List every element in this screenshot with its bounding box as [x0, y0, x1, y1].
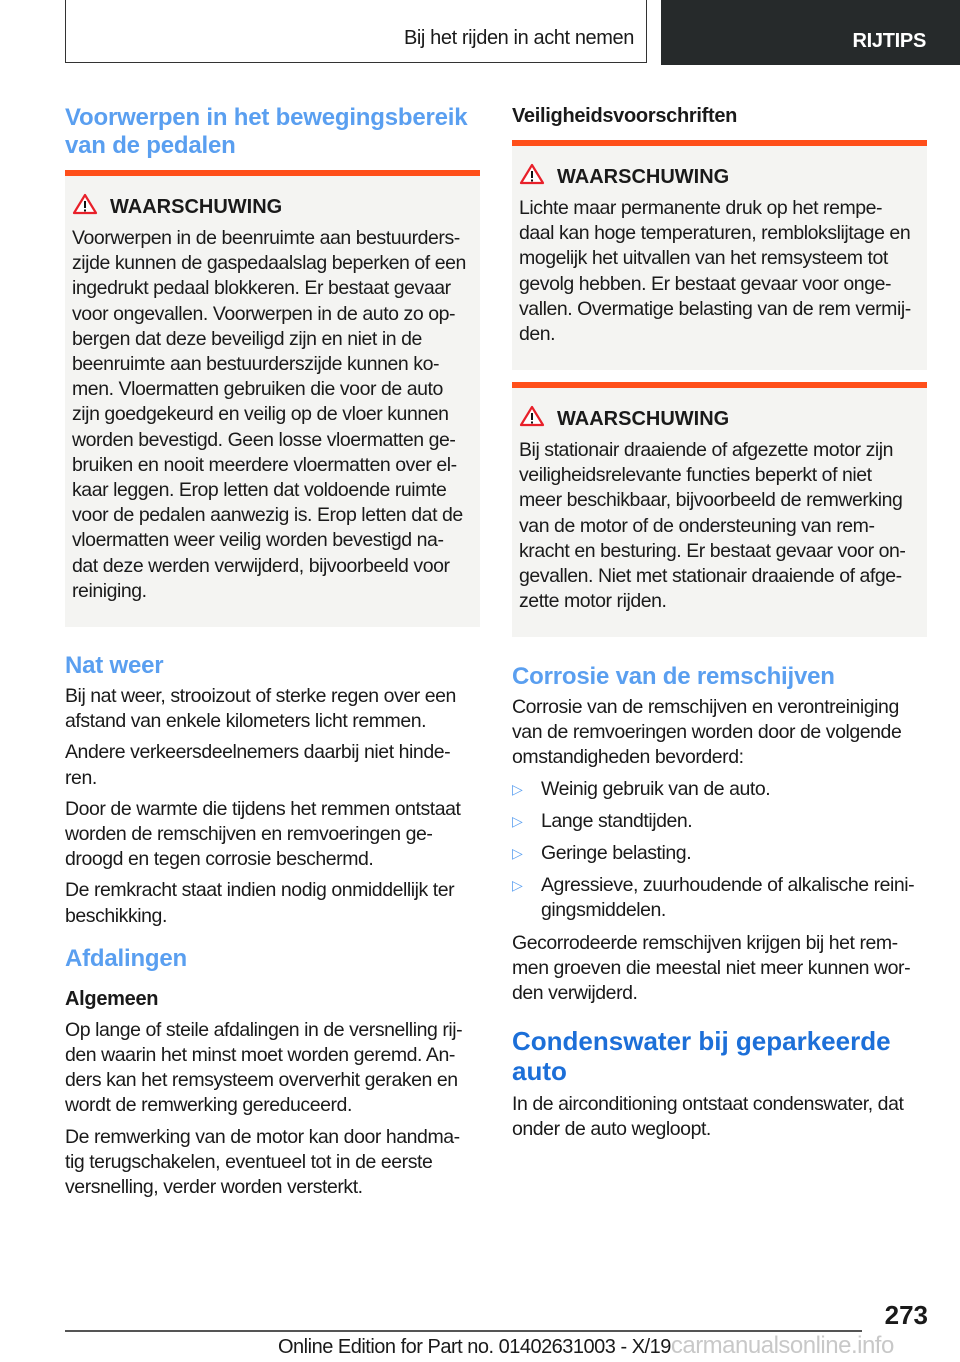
text-line: van de remvoeringen worden door de volgende	[512, 721, 902, 744]
text-line: Weinig gebruik van de auto.	[541, 777, 771, 800]
text-line: Agressieve, zuurhoudende of alkalische reini-	[541, 874, 915, 897]
text-line: ren.	[65, 766, 97, 789]
text-line: Gecorrodeerde remschijven krijgen bij het rem-	[512, 931, 898, 954]
text-line: gevallen. Niet met stationair draaiende of afge-	[519, 565, 902, 588]
text-line: bruiken en nooit meerdere vloermatten over el-	[72, 453, 457, 476]
text-line: Lange standtijden.	[541, 809, 693, 832]
paragraph	[65, 797, 485, 873]
text-line: De remwerking van de motor kan door handma-	[65, 1125, 460, 1148]
text-line: Bij nat weer, strooizout of sterke regen over een	[65, 685, 456, 707]
paragraph	[65, 740, 485, 790]
warning-triangle-icon	[519, 163, 545, 191]
text-line: dat deze werden verwijderd, bijvoorbeeld voor	[72, 554, 450, 577]
text-line: kaar leggen. Erop letten dat voldoende ruimte	[72, 479, 447, 502]
heading-pedals	[65, 104, 485, 160]
text-line: mogelijk het uitvallen van het remsysteem tot	[519, 247, 888, 270]
paragraph	[65, 1018, 485, 1119]
text-line: zijde kunnen de gaspedaalslag beperken of een	[72, 252, 466, 275]
warning-box	[65, 170, 480, 627]
text-line: meer beschikbaar, bijvoorbeeld de remwerking	[519, 489, 903, 512]
text-line: Corrosie van de remschijven en verontreiniging	[512, 696, 899, 718]
text-line: In de airconditioning ontstaat condenswater, dat	[512, 1093, 904, 1116]
text-line: zette motor rijden.	[519, 590, 667, 613]
text-line: reiniging.	[72, 579, 147, 602]
section-title: Bij het rijden in acht nemen	[403, 27, 634, 49]
text-line: vallen. Overmatige belasting van de rem vermij-	[519, 297, 911, 320]
left-column	[65, 104, 485, 160]
text-line: Voorwerpen in de beenruimte aan bestuurders-	[72, 227, 460, 249]
text-line: Op lange of steile afdalingen in de versnelling rij-	[65, 1018, 463, 1041]
bullet-item	[512, 777, 932, 802]
text-line: voor ongevallen. Voorwerpen in de auto zo op-	[72, 302, 456, 325]
text-line: vloermatten weer veilig worden bevestigd na-	[72, 529, 444, 552]
text-line: Door de warmte die tijdens het remmen ontstaat	[65, 797, 461, 820]
warning-title: WAARSCHUWING	[110, 195, 283, 218]
safety-subheading	[512, 104, 737, 129]
text-line: men. Vloermatten gebruiken die voor de auto	[72, 378, 443, 401]
bullet-triangle-icon: ▷	[512, 877, 523, 894]
heading-wet-weather: Nat weer	[65, 652, 164, 679]
corrosion-section	[512, 663, 932, 1143]
text-line: van de motor of de ondersteuning van rem-	[519, 514, 875, 537]
heading-corrosion: Corrosie van de remschijven	[512, 663, 835, 690]
bullet-triangle-icon: ▷	[512, 812, 523, 829]
text-line: veiligheidsrelevante functies beperkt of niet	[519, 464, 872, 487]
watermark: carmanualsonline.info	[670, 1332, 894, 1359]
bullet-triangle-icon: ▷	[512, 845, 523, 862]
subheading-general: Algemeen	[65, 987, 159, 1010]
text-line: den waarin het minst moet worden geremd. An-	[65, 1044, 455, 1067]
paragraph	[65, 878, 485, 928]
warning-title: WAARSCHUWING	[557, 407, 730, 430]
warning-box	[512, 140, 927, 370]
text-line: worden de remschijven en remvoeringen ge-	[65, 823, 433, 846]
text-line: bergen dat deze beveiligd zijn en niet in de	[72, 327, 422, 350]
bullet-item	[512, 809, 932, 834]
heading-line: Condenswater bij geparkeerde	[512, 1026, 891, 1057]
warning-title: WAARSCHUWING	[557, 165, 730, 188]
heading-line: van de pedalen	[65, 132, 236, 159]
text-line: beenruimte aan bestuurderszijde kunnen ko-	[72, 353, 440, 376]
text-line: gingsmiddelen.	[541, 899, 666, 922]
warning-text	[519, 196, 920, 347]
text-line: ingedrukt pedaal blokkeren. Er bestaat gevaar	[72, 277, 451, 300]
bullet-triangle-icon: ▷	[512, 780, 523, 797]
text-line: men groeven die meestal niet meer kunnen wor-	[512, 956, 911, 979]
text-line: den.	[519, 323, 556, 346]
chapter-title: RIJTIPS	[852, 30, 926, 52]
text-line: gevolg hebben. Er bestaat gevaar voor onge-	[519, 272, 892, 295]
chapter-tab	[661, 0, 960, 65]
text-line: voor de pedalen aanwezig is. Erop letten dat de	[72, 504, 463, 527]
warning-box	[512, 382, 927, 637]
heading-condensation	[512, 1026, 932, 1086]
text-line: omstandigheden bevorderd:	[512, 746, 744, 769]
text-line: daal kan hoge temperaturen, remblokslijtage en	[519, 222, 911, 245]
text-line: Andere verkeersdeelnemers daarbij niet hinde-	[65, 741, 451, 764]
warning-text	[519, 438, 920, 614]
text-line: zijn goedgekeurd en veilig op de vloer kunnen	[72, 403, 449, 426]
warning-text	[72, 226, 473, 604]
text-line: ders kan het remsysteem oververhit geraken en	[65, 1069, 458, 1092]
text-line: droogd en tegen corrosie beschermd.	[65, 848, 374, 871]
wet-weather-section	[65, 652, 485, 1206]
text-line: De remkracht staat indien nodig onmiddellijk ter	[65, 879, 455, 902]
text-line: wordt de remwerking gereduceerd.	[65, 1094, 352, 1117]
text-line: onder de auto wegloopt.	[512, 1118, 711, 1141]
edition-text: Online Edition for Part no. 01402631003 - X/19	[278, 1336, 671, 1358]
page-number: 273	[884, 1300, 928, 1330]
warning-triangle-icon	[72, 193, 98, 221]
text-line: kracht en besturing. Er bestaat gevaar voor on-	[519, 539, 906, 562]
text-line: afstand van enkele kilometers licht remmen.	[65, 710, 427, 733]
text-line: Lichte maar permanente druk op het rempe-	[519, 197, 883, 219]
paragraph	[65, 1125, 485, 1201]
footer	[278, 1332, 894, 1360]
text-line: den verwijderd.	[512, 982, 638, 1005]
heading-line: auto	[512, 1056, 567, 1087]
heading-descents: Afdalingen	[65, 944, 187, 972]
text-line: beschikking.	[65, 904, 167, 927]
text-line: versnelling, verder worden versterkt.	[65, 1176, 363, 1199]
warning-triangle-icon	[519, 405, 545, 433]
bullet-item	[512, 841, 932, 866]
heading-line: Voorwerpen in het bewegingsbereik	[65, 104, 468, 131]
paragraph	[65, 684, 485, 734]
text-line: tig terugschakelen, eventueel tot in de eerste	[65, 1150, 433, 1173]
header-section-box	[65, 0, 647, 63]
text-line: Bij stationair draaiende of afgezette motor zijn	[519, 439, 894, 461]
bullet-item	[512, 873, 932, 923]
text-line: worden bevestigd. Geen losse vloermatten ge-	[72, 428, 456, 451]
text-line: Geringe belasting.	[541, 842, 692, 865]
subheading-safety: Veiligheidsvoorschriften	[512, 105, 738, 127]
